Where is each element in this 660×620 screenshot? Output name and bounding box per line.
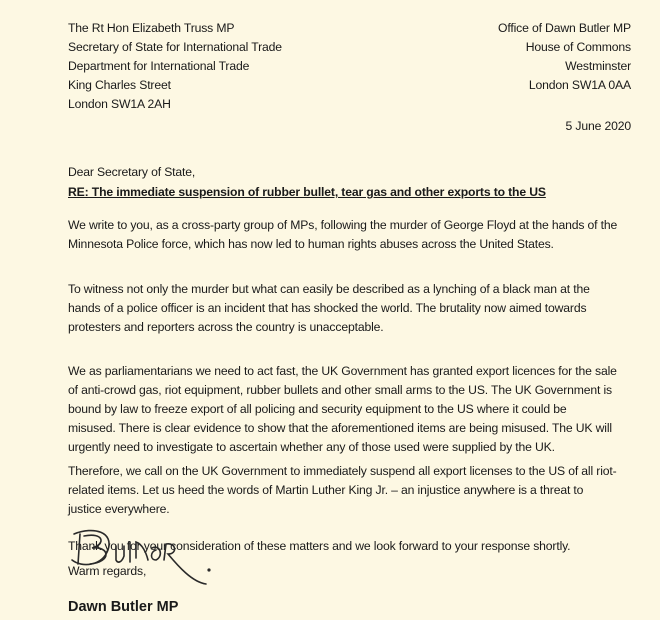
- text-line: hands of a police officer is an incident that has shocked the world. The brutality now aimed towards: [68, 301, 587, 315]
- text-line: We as parliamentarians we need to act fast, the UK Government has granted export licences for the sale: [68, 364, 617, 378]
- address-line: King Charles Street: [68, 78, 171, 92]
- text-line: urgently need to investigate to ascertain whether any of those used were supplied by the UK.: [68, 440, 555, 454]
- address-line: Department for International Trade: [68, 59, 250, 73]
- address-line: Secretary of State for International Trade: [68, 40, 282, 54]
- text-line: misused. There is clear evidence to show that the aforementioned items are being misused. The UK will: [68, 421, 612, 435]
- text-line: protesters and reporters across the country is unacceptable.: [68, 320, 384, 334]
- address-line: House of Commons: [525, 40, 631, 54]
- closing: Warm regards,: [68, 564, 147, 578]
- address-line: The Rt Hon Elizabeth Truss MP: [68, 21, 235, 35]
- handwritten-signature: [64, 522, 224, 592]
- text-line: Minnesota Police force, which has now led to human rights abuses across the United States.: [68, 237, 554, 251]
- text-line: bound by law to freeze export of all policing and security equipment to the US where it could be: [68, 402, 567, 416]
- address-line: London SW1A 0AA: [528, 78, 631, 92]
- text-line: related items. Let us heed the words of Martin Luther King Jr. – an injustice anywhere is a threat to: [68, 483, 584, 497]
- address-line: Office of Dawn Butler MP: [498, 21, 631, 35]
- address-line: London SW1A 2AH: [68, 97, 171, 111]
- subject-line: RE: The immediate suspension of rubber bullet, tear gas and other exports to the US: [68, 185, 546, 199]
- text-line: Therefore, we call on the UK Government to immediately suspend all export licenses to the US of all riot-: [68, 464, 617, 478]
- letter-date: 5 June 2020: [565, 119, 631, 133]
- text-line: To witness not only the murder but what can easily be described as a lynching of a black man at the: [68, 282, 590, 296]
- text-line: Thank you for your consideration of these matters and we look forward to your response shortly.: [68, 539, 571, 553]
- address-line: Westminster: [565, 59, 631, 73]
- signatory-name: Dawn Butler MP: [68, 599, 179, 615]
- text-line: justice everywhere.: [68, 502, 170, 516]
- salutation: Dear Secretary of State,: [68, 165, 196, 179]
- text-line: of anti-crowd gas, riot equipment, rubber bullets and other small arms to the US. The UK Government is: [68, 383, 613, 397]
- text-line: We write to you, as a cross-party group of MPs, following the murder of George Floyd at the hands of the: [68, 218, 618, 232]
